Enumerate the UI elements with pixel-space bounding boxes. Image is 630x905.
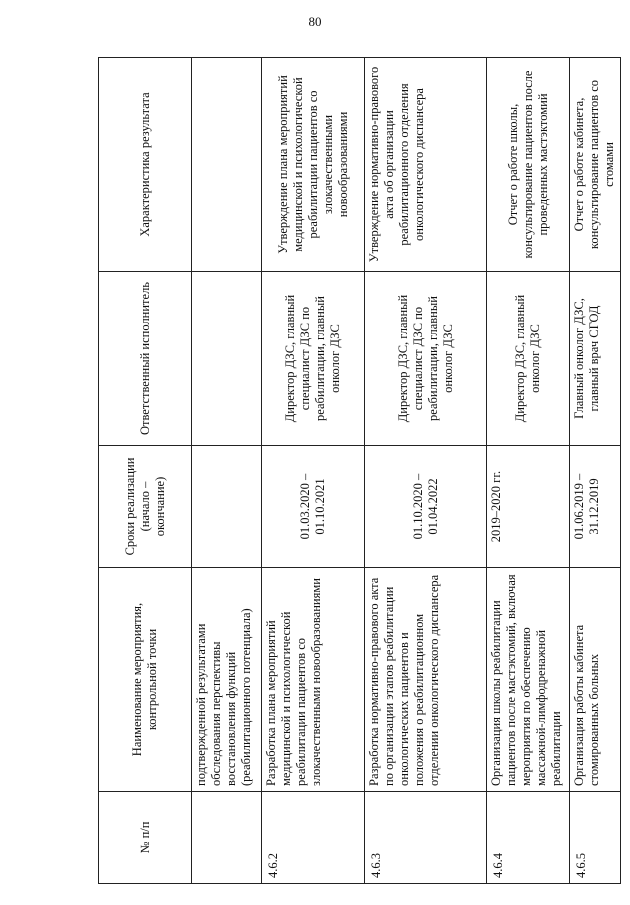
table-row bbox=[570, 58, 621, 884]
row-name: Организация работы кабинета стомированных больных bbox=[570, 568, 621, 792]
row-name: Разработка плана мероприятий медицинской и психологической реабилитации пациентов со злокачественными новообразованиями bbox=[262, 568, 365, 792]
header-dates: Сроки реализации (начало – окончание) bbox=[99, 446, 192, 568]
row-result: Отчет о работе школы, консультирование пациентов после проведенных мастэктомий bbox=[487, 58, 570, 272]
header-num: № п/п bbox=[99, 792, 192, 884]
row-num: 4.6.4 bbox=[487, 792, 570, 884]
row-name: Организация школы реабилитации пациентов после мастэктомий, включая мероприятия по обеспечению массажной-лимфодренажной реабилитации bbox=[487, 568, 570, 792]
page-number: 80 bbox=[308, 14, 322, 29]
row-responsible: Главный онколог ДЗС, главный врач СГОД bbox=[570, 272, 621, 446]
row-dates: 01.03.2020 – 01.10.2021 bbox=[262, 446, 365, 568]
table-row bbox=[262, 58, 365, 884]
rotated-table-container bbox=[98, 58, 616, 884]
row-dates: 01.10.2020 – 01.04.2022 bbox=[365, 446, 487, 568]
header-name: Наименование мероприятия, контрольной точки bbox=[99, 568, 192, 792]
table-header-row bbox=[99, 58, 192, 884]
row-result: Отчет о работе кабинета, консультирование пациентов со стомами bbox=[570, 58, 621, 272]
row-result: Утверждение плана мероприятий медицинской и психологической реабилитации пациентов со злокачественными новообразованиями bbox=[262, 58, 365, 272]
row-name: подтвержденной результатами обследования перспективы восстановления функций (реабилитационного потенциала) bbox=[192, 568, 262, 792]
row-responsible: Директор ДЗС, главный онколог ДЗС bbox=[487, 272, 570, 446]
row-num: 4.6.2 bbox=[262, 792, 365, 884]
header-result: Характеристика результата bbox=[99, 58, 192, 272]
row-num: 4.6.3 bbox=[365, 792, 487, 884]
plan-table bbox=[98, 57, 621, 884]
row-result: Утверждение нормативно-правового акта об организации реабилитационного отделения онкологического диспансера bbox=[365, 58, 487, 272]
row-num: 4.6.5 bbox=[570, 792, 621, 884]
row-num bbox=[192, 792, 262, 884]
table-row bbox=[365, 58, 487, 884]
row-responsible: Директор ДЗС, главный специалист ДЗС по реабилитации, главный онколог ДЗС bbox=[262, 272, 365, 446]
row-dates: 01.06.2019 – 31.12.2019 bbox=[570, 446, 621, 568]
table-row bbox=[192, 58, 262, 884]
row-dates: 2019–2020 гг. bbox=[487, 446, 570, 568]
row-name: Разработка нормативно-правового акта по организации этапов реабилитации онкологических пациентов и положения о реабилитационном отделении онкологического диспансера bbox=[365, 568, 487, 792]
row-result bbox=[192, 58, 262, 272]
row-responsible: Директор ДЗС, главный специалист ДЗС по реабилитации, главный онколог ДЗС bbox=[365, 272, 487, 446]
header-responsible: Ответственный исполнитель bbox=[99, 272, 192, 446]
row-dates bbox=[192, 446, 262, 568]
table-row bbox=[487, 58, 570, 884]
row-responsible bbox=[192, 272, 262, 446]
